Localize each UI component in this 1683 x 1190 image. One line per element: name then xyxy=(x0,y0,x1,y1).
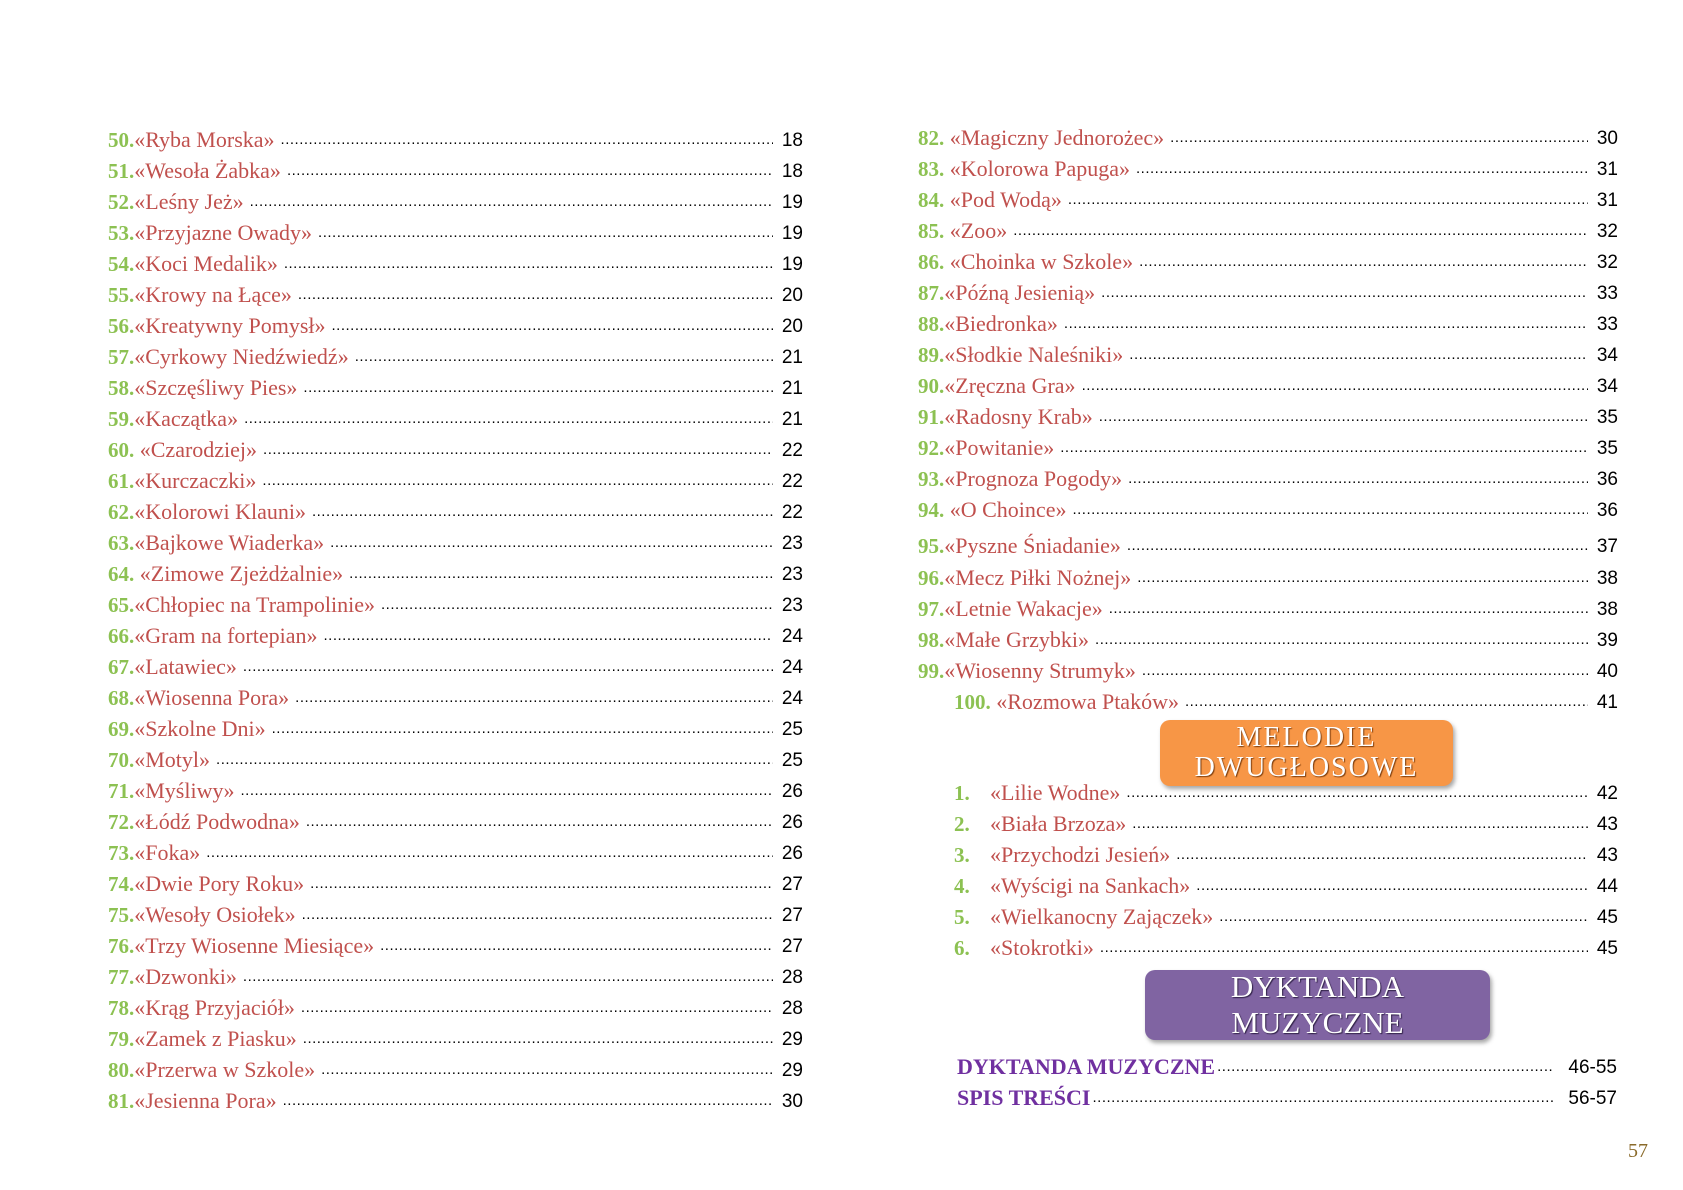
toc-entry[interactable] xyxy=(108,836,803,866)
entry-number: 97. xyxy=(918,597,945,621)
toc-entry[interactable] xyxy=(108,495,803,525)
dot-leader xyxy=(302,905,773,925)
entry-page: 27 xyxy=(781,874,803,895)
entry-page: 44 xyxy=(1596,876,1618,897)
entry-number: 3. xyxy=(954,843,970,867)
entry-title: «Latawiec» xyxy=(134,654,237,679)
dot-leader xyxy=(1170,128,1588,148)
entry-page: 35 xyxy=(1596,407,1618,428)
entry-number: 57. xyxy=(108,345,135,369)
entry-title: «Wesoła Żabka» xyxy=(134,158,281,183)
toc-entry[interactable] xyxy=(108,960,803,990)
entry-title: «Kurczaczki» xyxy=(134,468,257,493)
toc-entry[interactable] xyxy=(918,276,1618,306)
entry-page: 30 xyxy=(781,1091,803,1112)
entry-number: 58. xyxy=(108,376,135,400)
toc-entry[interactable] xyxy=(108,1084,803,1114)
entry-number: 83. xyxy=(918,157,945,181)
entry-title: «Pyszne Śniadanie» xyxy=(944,533,1121,558)
page-number: 57 xyxy=(1628,1140,1648,1162)
dot-leader xyxy=(1093,1088,1554,1108)
duet-entry[interactable] xyxy=(918,900,1618,930)
entry-number: 89. xyxy=(918,343,945,367)
entry-title: «Późną Jesienią» xyxy=(944,280,1096,305)
dot-leader xyxy=(1176,845,1588,865)
entry-number: 61. xyxy=(108,469,135,493)
toc-entry[interactable] xyxy=(918,369,1618,399)
dot-leader xyxy=(1126,783,1588,803)
dot-leader xyxy=(1109,599,1588,619)
summary-entry[interactable] xyxy=(957,1081,1617,1111)
entry-number: 90. xyxy=(918,374,945,398)
duet-entry[interactable] xyxy=(918,931,1618,961)
entry-page: 31 xyxy=(1596,190,1618,211)
dot-leader xyxy=(1128,469,1588,489)
entry-number: 94. xyxy=(918,498,945,522)
dot-leader xyxy=(1142,661,1588,681)
toc-entry[interactable] xyxy=(108,743,803,773)
entry-number: 84. xyxy=(918,188,945,212)
entry-number: 53. xyxy=(108,221,135,245)
entry-page: 23 xyxy=(781,595,803,616)
entry-number: 55. xyxy=(108,283,135,307)
entry-number: 5. xyxy=(954,905,970,929)
dot-leader xyxy=(1082,376,1588,396)
toc-entry[interactable] xyxy=(918,214,1618,244)
entry-title: «Przychodzi Jesień» xyxy=(990,842,1171,867)
entry-number: 82. xyxy=(918,126,945,150)
entry-number: 86. xyxy=(918,250,945,274)
entry-number: 62. xyxy=(108,500,135,524)
duets-banner-line1: MELODIE xyxy=(1236,722,1377,753)
toc-entry[interactable] xyxy=(108,309,803,339)
entry-number: 88. xyxy=(918,312,945,336)
entry-page: 41 xyxy=(1596,692,1618,713)
entry-title: «Kolorowa Papuga» xyxy=(944,156,1130,181)
toc-entry[interactable] xyxy=(108,588,803,618)
toc-entry[interactable] xyxy=(108,154,803,184)
entry-title: «Letnie Wakacje» xyxy=(944,596,1103,621)
entry-title: «Koci Medalik» xyxy=(134,251,278,276)
entry-title: «Czarodziej» xyxy=(134,437,258,462)
entry-number: 78. xyxy=(108,996,135,1020)
dot-leader xyxy=(380,936,773,956)
entry-title: «Choinka w Szkole» xyxy=(944,249,1134,274)
dot-leader xyxy=(244,409,773,429)
entry-number: 91. xyxy=(918,405,945,429)
duets-section-banner xyxy=(1160,720,1453,786)
toc-entry[interactable] xyxy=(108,650,803,680)
toc-entry[interactable] xyxy=(108,216,803,246)
dot-leader xyxy=(312,502,773,522)
entry-page: 43 xyxy=(1596,845,1618,866)
entry-title: «Cyrkowy Niedźwiedź» xyxy=(134,344,349,369)
dot-leader xyxy=(1099,407,1588,427)
dot-leader xyxy=(272,719,773,739)
entry-title: «O Choince» xyxy=(944,497,1067,522)
entry-page: 22 xyxy=(781,471,803,492)
dot-leader xyxy=(381,595,773,615)
entry-title: «Stokrotki» xyxy=(990,935,1094,960)
dictation-section-banner: DYKTANDA MUZYCZNE xyxy=(1145,970,1490,1040)
entry-title: «Szczęśliwy Pies» xyxy=(134,375,298,400)
entry-page: 34 xyxy=(1596,345,1618,366)
entry-page: 20 xyxy=(781,316,803,337)
entry-number: 67. xyxy=(108,655,135,679)
entry-number: 65. xyxy=(108,593,135,617)
entry-page: 22 xyxy=(781,440,803,461)
toc-entry[interactable] xyxy=(108,185,803,215)
entry-page: 32 xyxy=(1596,252,1618,273)
toc-entry[interactable] xyxy=(108,898,803,928)
dot-leader xyxy=(301,998,773,1018)
toc-entry[interactable] xyxy=(108,712,803,742)
entry-number: 100. xyxy=(954,690,991,714)
entry-number: 63. xyxy=(108,531,135,555)
entry-number: 92. xyxy=(918,436,945,460)
entry-number: 51. xyxy=(108,159,135,183)
dot-leader xyxy=(1137,568,1588,588)
entry-title: «Wielkanocny Zajączek» xyxy=(990,904,1214,929)
dot-leader xyxy=(298,285,773,305)
dot-leader xyxy=(349,564,773,584)
entry-number: 81. xyxy=(108,1089,135,1113)
entry-number: 72. xyxy=(108,810,135,834)
toc-entry[interactable] xyxy=(918,400,1618,430)
toc-entry[interactable] xyxy=(918,561,1618,591)
summary-page: 46-55 xyxy=(1568,1057,1617,1078)
toc-entry[interactable] xyxy=(108,619,803,649)
toc-entry[interactable] xyxy=(108,433,803,463)
entry-page: 40 xyxy=(1596,661,1618,682)
toc-entry[interactable] xyxy=(108,340,803,370)
entry-title: «Zręczna Gra» xyxy=(944,373,1076,398)
dot-leader xyxy=(1101,283,1588,303)
toc-entry[interactable] xyxy=(918,152,1618,182)
entry-title: «Motyl» xyxy=(134,747,211,772)
entry-number: 4. xyxy=(954,874,970,898)
entry-title: «Radosny Krab» xyxy=(944,404,1093,429)
entry-page: 36 xyxy=(1596,469,1618,490)
dot-leader xyxy=(1127,536,1588,556)
dot-leader xyxy=(287,161,773,181)
toc-entry[interactable] xyxy=(108,526,803,556)
entry-number: 50. xyxy=(108,128,135,152)
toc-entry[interactable] xyxy=(108,681,803,711)
toc-entry[interactable] xyxy=(918,592,1618,622)
entry-title: «Kolorowi Klauni» xyxy=(134,499,306,524)
dot-leader xyxy=(243,967,773,987)
entry-number: 70. xyxy=(108,748,135,772)
entry-title: «Dwie Pory Roku» xyxy=(134,871,305,896)
dot-leader xyxy=(206,843,773,863)
entry-page: 23 xyxy=(781,533,803,554)
duet-entry[interactable] xyxy=(918,807,1618,837)
entry-title: «Biała Brzoza» xyxy=(990,811,1127,836)
dot-leader xyxy=(1139,252,1588,272)
dot-leader xyxy=(355,347,773,367)
toc-entry[interactable] xyxy=(918,338,1618,368)
entry-page: 29 xyxy=(781,1029,803,1050)
toc-entry[interactable] xyxy=(918,654,1618,684)
dot-leader xyxy=(303,1029,773,1049)
entry-number: 6. xyxy=(954,936,970,960)
entry-number: 2. xyxy=(954,812,970,836)
entry-number: 77. xyxy=(108,965,135,989)
entry-page: 22 xyxy=(781,502,803,523)
summary-label: SPIS TREŚCI xyxy=(957,1085,1091,1110)
entry-title: «Wiosenna Pora» xyxy=(134,685,290,710)
entry-page: 19 xyxy=(781,192,803,213)
entry-title: «Myśliwy» xyxy=(134,778,235,803)
toc-entry[interactable] xyxy=(918,462,1618,492)
dot-leader xyxy=(1095,630,1588,650)
dot-leader xyxy=(1064,314,1588,334)
toc-entry[interactable] xyxy=(918,623,1618,653)
entry-number: 79. xyxy=(108,1027,135,1051)
toc-entry[interactable] xyxy=(918,493,1618,523)
dot-leader xyxy=(318,223,773,243)
entry-title: «Powitanie» xyxy=(944,435,1055,460)
entry-number: 68. xyxy=(108,686,135,710)
entry-page: 27 xyxy=(781,936,803,957)
dot-leader xyxy=(243,657,773,677)
dot-leader xyxy=(250,192,773,212)
entry-page: 38 xyxy=(1596,599,1618,620)
duet-entry[interactable] xyxy=(918,869,1618,899)
entry-page: 37 xyxy=(1596,536,1618,557)
entry-page: 29 xyxy=(781,1060,803,1081)
dot-leader xyxy=(321,1060,773,1080)
entry-number: 75. xyxy=(108,903,135,927)
entry-title: «Kreatywny Pomysł» xyxy=(134,313,326,338)
entry-number: 99. xyxy=(918,659,945,683)
entry-page: 32 xyxy=(1596,221,1618,242)
entry-number: 69. xyxy=(108,717,135,741)
entry-page: 21 xyxy=(781,347,803,368)
dot-leader xyxy=(1217,1057,1553,1077)
entry-page: 33 xyxy=(1596,283,1618,304)
entry-number: 98. xyxy=(918,628,945,652)
entry-title: «Krowy na Łące» xyxy=(134,282,292,307)
duet-entry[interactable] xyxy=(918,838,1618,868)
dot-leader xyxy=(1219,907,1588,927)
entry-page: 25 xyxy=(781,719,803,740)
entry-title: «Zamek z Piasku» xyxy=(134,1026,297,1051)
entry-page: 45 xyxy=(1596,938,1618,959)
entry-page: 35 xyxy=(1596,438,1618,459)
entry-page: 19 xyxy=(781,254,803,275)
entry-page: 21 xyxy=(781,378,803,399)
entry-page: 18 xyxy=(781,161,803,182)
toc-entry[interactable] xyxy=(918,245,1618,275)
entry-number: 87. xyxy=(918,281,945,305)
toc-entry[interactable] xyxy=(108,774,803,804)
toc-entry[interactable] xyxy=(918,121,1618,151)
toc-entry[interactable] xyxy=(108,1022,803,1052)
entry-title: «Trzy Wiosenne Miesiące» xyxy=(134,933,375,958)
entry-title: «Jesienna Pora» xyxy=(134,1088,277,1113)
entry-title: «Łódź Podwodna» xyxy=(134,809,300,834)
entry-page: 31 xyxy=(1596,159,1618,180)
entry-title: «Magiczny Jednorożec» xyxy=(944,125,1165,150)
entry-page: 30 xyxy=(1596,128,1618,149)
entry-number: 52. xyxy=(108,190,135,214)
entry-number: 59. xyxy=(108,407,135,431)
entry-title: «Słodkie Naleśniki» xyxy=(944,342,1124,367)
entry-title: «Foka» xyxy=(134,840,201,865)
dot-leader xyxy=(241,781,774,801)
dot-leader xyxy=(310,874,773,894)
entry-title: «Zoo» xyxy=(944,218,1008,243)
entry-title: «Prognoza Pogody» xyxy=(944,466,1123,491)
entry-page: 27 xyxy=(781,905,803,926)
toc-entry[interactable] xyxy=(108,929,803,959)
entry-page: 34 xyxy=(1596,376,1618,397)
entry-title: «Pod Wodą» xyxy=(944,187,1062,212)
entry-page: 33 xyxy=(1596,314,1618,335)
toc-entry[interactable] xyxy=(918,431,1618,461)
entry-page: 24 xyxy=(781,688,803,709)
entry-page: 36 xyxy=(1596,500,1618,521)
toc-entry[interactable] xyxy=(918,529,1618,559)
dot-leader xyxy=(263,440,773,460)
dot-leader xyxy=(284,254,773,274)
entry-title: «Krąg Przyjaciół» xyxy=(134,995,295,1020)
entry-number: 96. xyxy=(918,566,945,590)
dot-leader xyxy=(1068,190,1588,210)
entry-title: «Lilie Wodne» xyxy=(990,780,1121,805)
entry-page: 45 xyxy=(1596,907,1618,928)
entry-page: 24 xyxy=(781,626,803,647)
entry-title: «Przyjazne Owady» xyxy=(134,220,313,245)
entry-title: «Mecz Piłki Nożnej» xyxy=(944,565,1132,590)
toc-entry[interactable] xyxy=(108,557,803,587)
entry-title: «Chłopiec na Trampolinie» xyxy=(134,592,376,617)
entry-title: «Bajkowe Wiaderka» xyxy=(134,530,325,555)
entry-page: 26 xyxy=(781,781,803,802)
entry-title: «Przerwa w Szkole» xyxy=(134,1057,316,1082)
entry-title: «Wyścigi na Sankach» xyxy=(990,873,1191,898)
dot-leader xyxy=(332,316,773,336)
summary-page: 56-57 xyxy=(1568,1088,1617,1109)
entry-title: «Kaczątka» xyxy=(134,406,239,431)
entry-number: 85. xyxy=(918,219,945,243)
entry-page: 21 xyxy=(781,409,803,430)
entry-title: «Ryba Morska» xyxy=(134,127,275,152)
toc-entry[interactable] xyxy=(108,371,803,401)
toc-entry[interactable] xyxy=(108,867,803,897)
entry-number: 76. xyxy=(108,934,135,958)
entry-number: 71. xyxy=(108,779,135,803)
dot-leader xyxy=(1132,814,1588,834)
dot-leader xyxy=(216,750,773,770)
dot-leader xyxy=(306,812,773,832)
dot-leader xyxy=(1129,345,1588,365)
entry-page: 26 xyxy=(781,843,803,864)
dot-leader xyxy=(330,533,773,553)
toc-entry[interactable] xyxy=(918,183,1618,213)
entry-title: «Leśny Jeż» xyxy=(134,189,244,214)
entry-number: 95. xyxy=(918,534,945,558)
dot-leader xyxy=(1196,876,1588,896)
entry-title: «Gram na fortepian» xyxy=(134,623,318,648)
entry-page: 39 xyxy=(1596,630,1618,651)
summary-label: DYKTANDA MUZYCZNE xyxy=(957,1054,1216,1079)
entry-title: «Wiosenny Strumyk» xyxy=(944,658,1136,683)
toc-entry[interactable] xyxy=(108,805,803,835)
entry-page: 23 xyxy=(781,564,803,585)
toc-entry[interactable] xyxy=(918,685,1618,715)
dot-leader xyxy=(1013,221,1588,241)
entry-page: 18 xyxy=(781,130,803,151)
entry-number: 1. xyxy=(954,781,970,805)
entry-page: 42 xyxy=(1596,783,1618,804)
toc-entry[interactable] xyxy=(918,307,1618,337)
entry-number: 54. xyxy=(108,252,135,276)
entry-page: 28 xyxy=(781,967,803,988)
toc-entry[interactable] xyxy=(108,278,803,308)
toc-entry[interactable] xyxy=(108,464,803,494)
entry-number: 74. xyxy=(108,872,135,896)
dot-leader xyxy=(1100,938,1588,958)
dot-leader xyxy=(1185,692,1588,712)
toc-entry[interactable] xyxy=(108,402,803,432)
entry-number: 80. xyxy=(108,1058,135,1082)
dot-leader xyxy=(303,378,773,398)
entry-title: «Rozmowa Ptaków» xyxy=(990,689,1179,714)
entry-title: «Szkolne Dni» xyxy=(134,716,266,741)
summary-entry[interactable] xyxy=(957,1050,1617,1080)
entry-page: 43 xyxy=(1596,814,1618,835)
entry-title: «Wesoły Osiołek» xyxy=(134,902,296,927)
toc-entry[interactable] xyxy=(108,123,803,153)
dot-leader xyxy=(324,626,773,646)
dot-leader xyxy=(281,130,773,150)
entry-number: 60. xyxy=(108,438,135,462)
dot-leader xyxy=(1072,500,1588,520)
entry-title: «Biedronka» xyxy=(944,311,1058,336)
entry-title: «Zimowe Zjeżdżalnie» xyxy=(134,561,344,586)
entry-title: «Dzwonki» xyxy=(134,964,237,989)
dot-leader xyxy=(295,688,773,708)
entry-page: 20 xyxy=(781,285,803,306)
toc-entry[interactable] xyxy=(108,1053,803,1083)
toc-entry[interactable] xyxy=(108,247,803,277)
dot-leader xyxy=(1136,159,1588,179)
entry-number: 66. xyxy=(108,624,135,648)
entry-title: «Małe Grzybki» xyxy=(944,627,1090,652)
duets-banner-line2: DWUGŁOSOWE xyxy=(1194,752,1419,783)
entry-number: 73. xyxy=(108,841,135,865)
entry-page: 19 xyxy=(781,223,803,244)
entry-page: 25 xyxy=(781,750,803,771)
entry-number: 56. xyxy=(108,314,135,338)
entry-page: 28 xyxy=(781,998,803,1019)
dot-leader xyxy=(283,1091,773,1111)
dot-leader xyxy=(262,471,773,491)
dot-leader xyxy=(1060,438,1588,458)
entry-page: 26 xyxy=(781,812,803,833)
entry-number: 93. xyxy=(918,467,945,491)
entry-page: 38 xyxy=(1596,568,1618,589)
toc-entry[interactable] xyxy=(108,991,803,1021)
entry-number: 64. xyxy=(108,562,135,586)
entry-page: 24 xyxy=(781,657,803,678)
